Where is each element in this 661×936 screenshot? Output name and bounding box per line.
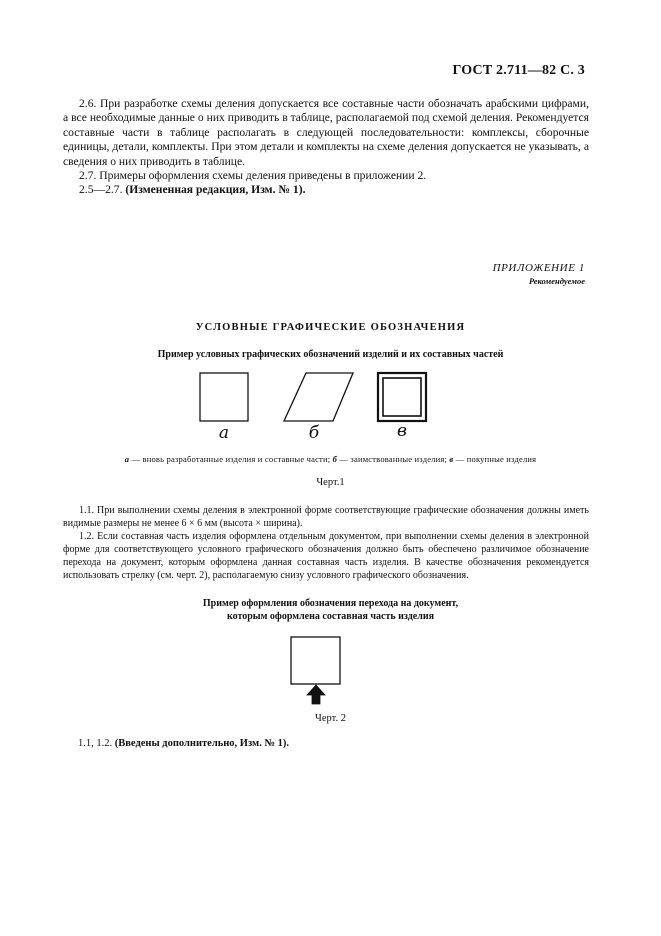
legend-text-b: — заимствованные изделия; [337,454,450,464]
legend-key-c: в [449,454,454,464]
revision-note-1-prefix: 2.5—2.7. [79,183,123,197]
example2-title-line1: Пример оформления обозначения перехода на документ, [202,598,459,609]
revision-note-2-prefix: 1.1, 1.2. [78,738,113,749]
figure1-caption: Черт.1 [316,477,345,488]
middle-paragraphs [63,504,589,582]
figure1-double-square-inner [383,378,421,416]
figure1-legend [0,454,661,464]
example2-title [0,597,661,623]
example2-title-line2: которым оформлена составная часть изделия [226,611,435,622]
example1-title: Пример условных графических обозначений изделий и их составных частей [157,349,504,360]
figure1-label-a: а [218,423,230,443]
revision-note-1-text: (Измененная редакция, Изм. № 1). [125,183,306,197]
figure1-label-b: б [308,423,320,443]
paragraph-2-6: 2.6. При разработке схемы деления допускается все составные части обозначать арабскими цифрами, а все необходимые данные о них приводить в таблице, располагаемой под схемой деления. Рекомендуется составные части в таблице располагать в следующей последовательности: комплексы, сборочные единицы, детали, комплекты. При этом детали и комплекты на схеме деления допускается не указывать, а сведения о них приводить в таблице. [63,97,589,168]
figure1-parallelogram-borrowed [284,373,353,421]
revision-note-2-text: (Введены дополнительно, Изм. № 1). [114,738,289,749]
revision-note-2 [78,738,289,749]
figure1-label-c: в [397,421,407,441]
appendix-title: ПРИЛОЖЕНИЕ 1 [492,262,585,274]
figure1-double-square-outer [378,373,426,421]
page-header: ГОСТ 2.711—82 С. 3 [452,63,585,78]
figure2-square [291,637,340,684]
legend-key-a: а [124,454,130,464]
legend-text-c: — покупные изделия [453,454,537,464]
paragraph-1-1: 1.1. При выполнении схемы деления в электронной форме соответствующие графические обозначения должны иметь видимые размеры не менее 6 × 6 мм (высота × ширина). [63,505,589,529]
section-title: УСЛОВНЫЕ ГРАФИЧЕСКИЕ ОБОЗНАЧЕНИЯ [195,322,466,333]
legend-text-a: — вновь разработанные изделия и составные части; [129,454,333,464]
figure1-square-new [200,373,248,421]
appendix-status: Рекомендуемое [528,276,585,286]
paragraph-2-7: 2.7. Примеры оформления схемы деления приведены в приложении 2. [79,169,427,183]
legend-key-b: б [332,454,338,464]
paragraph-1-2: 1.2. Если составная часть изделия оформлена отдельным документом, при выполнении схемы деления в электронной форме для соответствующего условного графического обозначения должно быть обеспечено различимое обозначение перехода на документ, которым оформлена данная составная часть изделия. В качестве обозначения рекомендуется использовать стрелку (см. черт. 2), располагаемую снизу условного графического обозначения. [63,531,589,581]
figure2-caption: Черт. 2 [315,713,346,724]
figure2-arrow-up-icon [307,685,325,704]
